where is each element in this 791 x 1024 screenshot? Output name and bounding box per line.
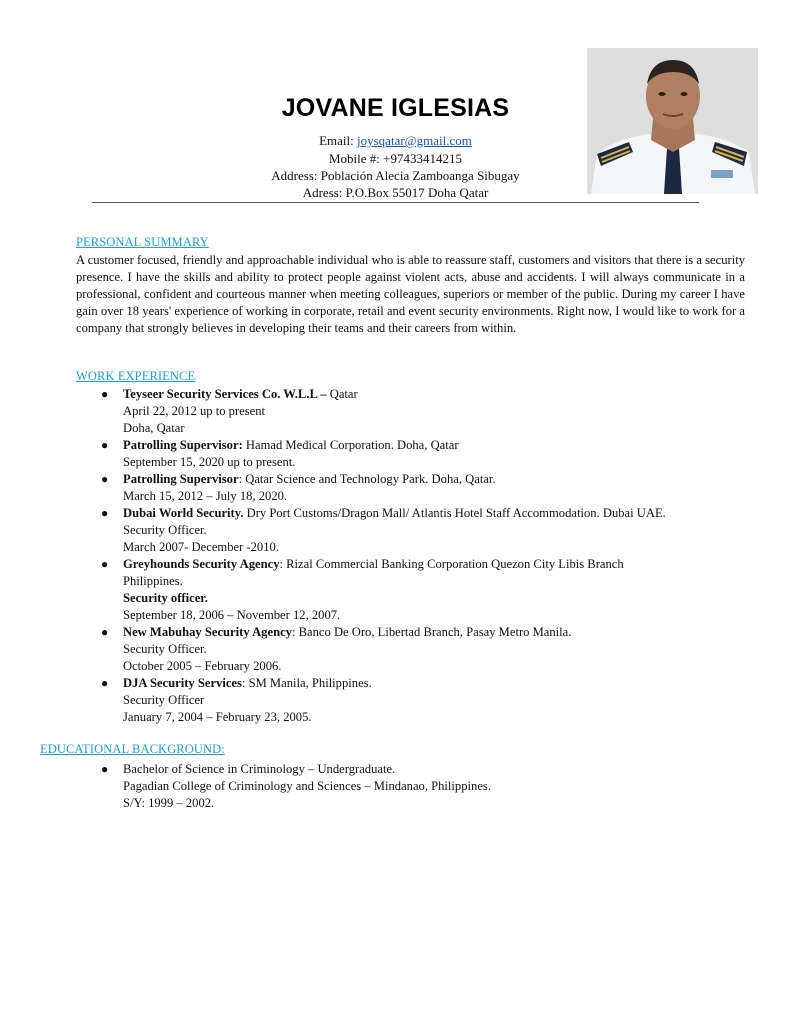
bullet-icon: ● xyxy=(101,557,109,571)
email-link[interactable]: joysqatar@gmail.com xyxy=(357,133,472,148)
job-detail: March 2007- December -2010. xyxy=(123,540,279,554)
list-item xyxy=(0,471,780,505)
job-detail: October 2005 – February 2006. xyxy=(123,659,282,673)
bullet-icon: ● xyxy=(101,506,109,520)
job-title: Patrolling Supervisor: xyxy=(123,438,243,452)
job-position: Security officer. xyxy=(123,591,208,605)
job-title: Patrolling Supervisor xyxy=(123,472,239,486)
work-experience-list xyxy=(0,386,780,726)
list-item xyxy=(0,675,780,726)
work-experience-heading: WORK EXPERIENCE xyxy=(76,369,196,383)
list-item xyxy=(0,386,780,437)
job-employer: Qatar xyxy=(326,387,358,401)
job-employer: : Banco De Oro, Libertad Branch, Pasay Metro Manila. xyxy=(291,625,572,639)
education-detail: S/Y: 1999 – 2002. xyxy=(123,796,215,810)
job-detail: April 22, 2012 up to present xyxy=(123,404,266,418)
education-detail: Pagadian College of Criminology and Sciences – Mindanao, Philippines. xyxy=(123,779,491,793)
bullet-icon: ● xyxy=(101,472,109,486)
job-title: Dubai World Security. xyxy=(123,506,244,520)
job-title: DJA Security Services xyxy=(123,676,242,690)
mobile-line: Mobile #: +97433414215 xyxy=(329,151,462,166)
education-detail: Bachelor of Science in Criminology – Undergraduate. xyxy=(123,762,396,776)
list-item xyxy=(0,624,780,675)
list-item xyxy=(0,505,780,556)
personal-summary-text: A customer focused, friendly and approachable individual who is able to reassure staff, customers and visitors that there is a security presence. I have the skills and ability to protect people against violent acts, abuse and accidents. I will always communicate in a professional, confident and courteous manner when meeting colleagues, superiors or member of the public. During my career I have gain over 18 years' experience of working in corporate, retail and event security environments. Right now, I would like to work for a company that strongly believes in developing their teams and their careers from within. xyxy=(76,253,745,335)
list-item xyxy=(0,556,780,624)
job-detail: March 15, 2012 – July 18, 2020. xyxy=(123,489,288,503)
job-detail: January 7, 2004 – February 23, 2005. xyxy=(123,710,312,724)
education-list xyxy=(0,761,780,812)
job-detail: Doha, Qatar xyxy=(123,421,185,435)
education-heading: EDUCATIONAL BACKGROUND: xyxy=(40,742,225,756)
email-label: Email: xyxy=(319,133,358,148)
job-title: Teyseer Security Services Co. W.L.L – xyxy=(123,387,327,401)
personal-summary-heading: PERSONAL SUMMARY xyxy=(76,235,209,249)
list-item xyxy=(0,761,780,812)
job-detail: Philippines. xyxy=(123,574,183,588)
job-employer: Dry Port Customs/Dragon Mall/ Atlantis Hotel Staff Accommodation. Dubai UAE. xyxy=(243,506,666,520)
address-line-2: Adress: P.O.Box 55017 Doha Qatar xyxy=(302,185,489,200)
job-detail: Security Officer. xyxy=(123,642,207,656)
candidate-name: JOVANE IGLESIAS xyxy=(281,94,510,122)
address-line-1: Address: Población Alecia Zamboanga Sibugay xyxy=(271,168,520,183)
bullet-icon: ● xyxy=(101,676,109,690)
job-detail: September 15, 2020 up to present. xyxy=(123,455,296,469)
job-detail: September 18, 2006 – November 12, 2007. xyxy=(123,608,341,622)
job-detail: Security Officer xyxy=(123,693,205,707)
bullet-icon: ● xyxy=(101,387,109,401)
bullet-icon: ● xyxy=(101,762,109,776)
list-item xyxy=(0,437,780,471)
bullet-icon: ● xyxy=(101,625,109,639)
job-title: Greyhounds Security Agency xyxy=(123,557,280,571)
email-line xyxy=(0,132,791,149)
job-employer: : Rizal Commercial Banking Corporation Quezon City Libis Branch xyxy=(279,557,624,571)
job-employer: : SM Manila, Philippines. xyxy=(241,676,372,690)
job-detail: Security Officer. xyxy=(123,523,207,537)
job-employer: : Qatar Science and Technology Park. Doha, Qatar. xyxy=(238,472,496,486)
header-divider xyxy=(92,202,699,203)
job-title: New Mabuhay Security Agency xyxy=(123,625,292,639)
job-employer: Hamad Medical Corporation. Doha, Qatar xyxy=(242,438,459,452)
bullet-icon: ● xyxy=(101,438,109,452)
